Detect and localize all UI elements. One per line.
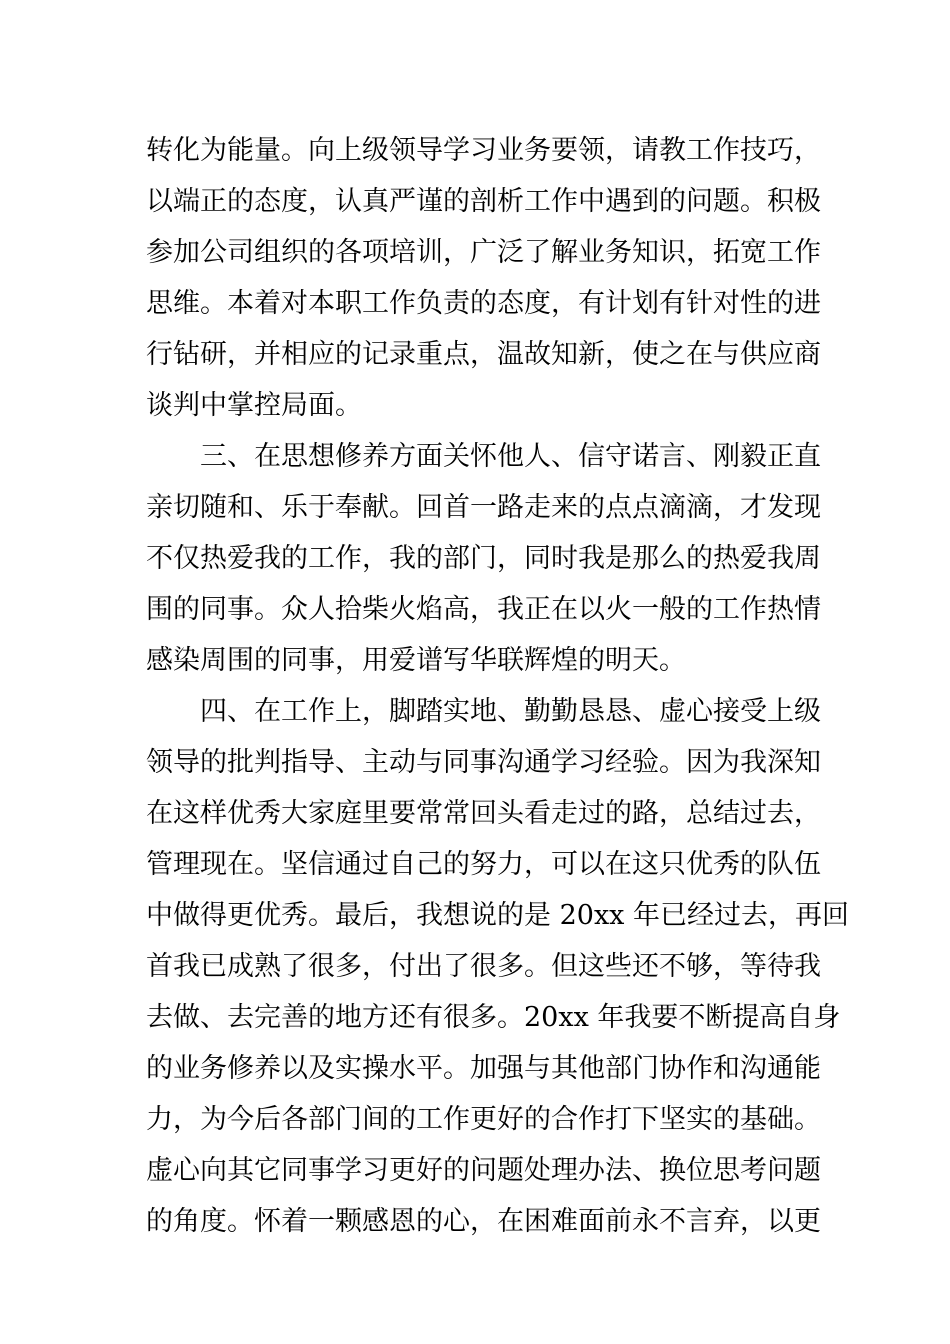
text-line: 中做得更优秀。最后，我想说的是 20xx 年已经过去，再回 <box>146 900 849 931</box>
text-line: 亲切随和、乐于奉献。回首一路走来的点点滴滴，才发现 <box>146 492 821 523</box>
body-text <box>146 125 849 1247</box>
text-line: 在这样优秀大家庭里要常常回头看走过的路，总结过去， <box>146 798 821 829</box>
text-line: 力，为今后各部门间的工作更好的合作打下坚实的基础。 <box>146 1104 821 1135</box>
text-line: 首我已成熟了很多，付出了很多。但这些还不够，等待我 <box>146 951 821 982</box>
text-line: 参加公司组织的各项培训，广泛了解业务知识，拓宽工作 <box>146 237 821 268</box>
text-line: 不仅热爱我的工作，我的部门，同时我是那么的热爱我周 <box>146 543 821 574</box>
text-line: 的业务修养以及实操水平。加强与其他部门协作和沟通能 <box>146 1053 821 1084</box>
paragraph-start-line: 三、在思想修养方面关怀他人、信守诺言、刚毅正直 <box>200 441 821 472</box>
text-line: 管理现在。坚信通过自己的努力，可以在这只优秀的队伍 <box>146 849 821 880</box>
text-line: 虚心向其它同事学习更好的问题处理办法、换位思考问题 <box>146 1155 821 1186</box>
text-line: 行钻研，并相应的记录重点，温故知新，使之在与供应商 <box>146 339 821 370</box>
paragraph-start-line: 四、在工作上，脚踏实地、勤勤恳恳、虚心接受上级 <box>200 696 821 727</box>
text-line: 转化为能量。向上级领导学习业务要领，请教工作技巧， <box>146 135 821 166</box>
text-line: 的角度。怀着一颗感恩的心，在困难面前永不言弃，以更 <box>146 1206 821 1237</box>
text-line: 去做、去完善的地方还有很多。20xx 年我要不断提高自身 <box>146 1002 841 1033</box>
text-line: 领导的批判指导、主动与同事沟通学习经验。因为我深知 <box>146 747 821 778</box>
text-line: 围的同事。众人拾柴火焰高，我正在以火一般的工作热情 <box>146 594 821 625</box>
text-line: 谈判中掌控局面。 <box>146 390 362 421</box>
text-line: 感染周围的同事，用爱谱写华联辉煌的明天。 <box>146 645 686 676</box>
text-line: 思维。本着对本职工作负责的态度，有计划有针对性的进 <box>146 288 821 319</box>
text-line: 以端正的态度，认真严谨的剖析工作中遇到的问题。积极 <box>146 186 821 217</box>
